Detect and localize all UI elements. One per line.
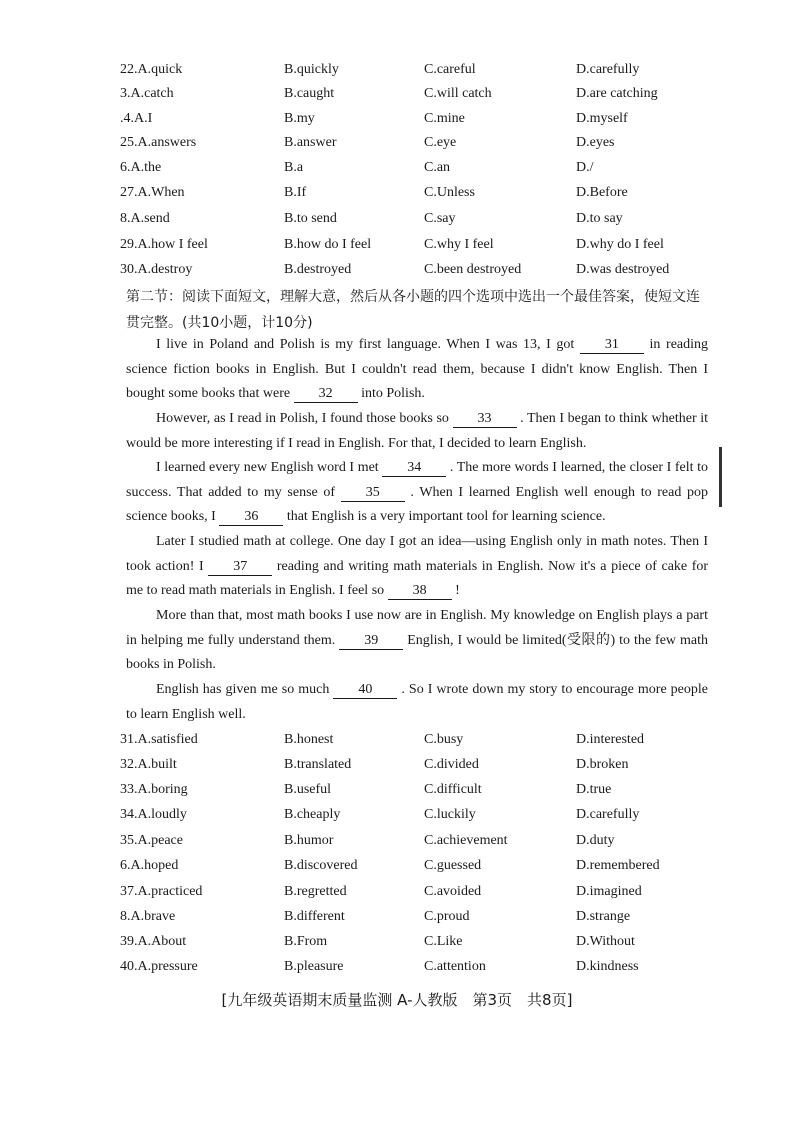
- passage-text: . So I wrote down my story to encourage more people to learn English well.: [126, 682, 708, 722]
- option-d: D.Before: [576, 185, 628, 200]
- option-b: B.answer: [284, 135, 337, 150]
- answer-blank: 34: [382, 460, 446, 477]
- option-d: D.myself: [576, 111, 628, 126]
- answer-blank: 35: [341, 485, 405, 502]
- answer-blank: 37: [208, 559, 272, 576]
- option-d: D.duty: [576, 833, 615, 848]
- option-row: [0, 854, 794, 878]
- answer-blank: 33: [453, 411, 517, 428]
- option-a: 3.A.catch: [120, 86, 174, 101]
- option-a: 34.A.loudly: [120, 807, 187, 822]
- option-d: D.why do I feel: [576, 237, 664, 252]
- option-row: [0, 82, 794, 106]
- passage-paragraph: [126, 407, 708, 456]
- option-d: D.to say: [576, 211, 623, 226]
- option-row: [0, 778, 794, 802]
- answer-blank: 39: [339, 633, 403, 650]
- option-a: 29.A.how I feel: [120, 237, 208, 252]
- option-c: C.why I feel: [424, 237, 494, 252]
- option-row: [0, 233, 794, 257]
- option-b: B.discovered: [284, 858, 358, 873]
- option-b: B.translated: [284, 757, 352, 772]
- option-b: B.to send: [284, 211, 337, 226]
- option-b: B.pleasure: [284, 959, 344, 974]
- passage-text: . The more words I learned, the closer I felt to success. That added to my sense of: [126, 460, 709, 500]
- option-row: [0, 207, 794, 231]
- option-row: [0, 181, 794, 205]
- option-a: 32.A.built: [120, 757, 177, 772]
- passage-text: reading and writing math materials in English. Now it's a piece of cake for me to read math materials in English. I feel so: [126, 558, 709, 598]
- passage-text: . Then I began to think whether it would be more interesting if I read in English. For that, I decided to learn English.: [126, 411, 709, 451]
- option-b: B.cheaply: [284, 807, 341, 822]
- option-a: 30.A.destroy: [120, 262, 193, 277]
- option-row: [0, 107, 794, 131]
- option-b: B.how do I feel: [284, 237, 372, 252]
- option-a: 6.A.the: [120, 160, 162, 175]
- passage-text: !: [455, 583, 460, 598]
- option-a: 39.A.About: [120, 934, 187, 949]
- passage-text: that English is a very important tool for learning science.: [286, 509, 606, 524]
- option-d: D.remembered: [576, 858, 660, 873]
- option-c: C.say: [424, 211, 456, 226]
- answer-blank: 32: [294, 386, 358, 403]
- option-d: D.carefully: [576, 62, 640, 77]
- option-row: [0, 258, 794, 282]
- option-c: C.been destroyed: [424, 262, 522, 277]
- passage-text: I learned every new English word I met: [156, 460, 379, 475]
- option-a: 8.A.brave: [120, 909, 176, 924]
- option-a: 31.A.satisfied: [120, 732, 198, 747]
- option-c: C.an: [424, 160, 451, 175]
- passage-text: English, I would be limited(受限的) to the few math books in Polish.: [126, 632, 709, 672]
- answer-blank: 40: [333, 682, 397, 699]
- option-c: C.guessed: [424, 858, 482, 873]
- option-c: C.busy: [424, 732, 464, 747]
- answer-blank: 36: [219, 509, 283, 526]
- option-a: 33.A.boring: [120, 782, 188, 797]
- option-row: [0, 955, 794, 979]
- option-b: B.a: [284, 160, 304, 175]
- passage-paragraph: [126, 678, 708, 727]
- option-c: C.will catch: [424, 86, 492, 101]
- option-row: [0, 829, 794, 853]
- option-c: C.Like: [424, 934, 463, 949]
- option-b: B.If: [284, 185, 307, 200]
- option-d: D.interested: [576, 732, 645, 747]
- passage-text: . When I learned English well enough to read pop science books, I: [126, 484, 709, 524]
- passage-text: I live in Poland and Polish is my first language. When I was 13, I got: [156, 337, 575, 352]
- passage-paragraph: [126, 456, 708, 530]
- passage-paragraph: [126, 333, 708, 407]
- option-row: [0, 905, 794, 929]
- option-c: C.achievement: [424, 833, 508, 848]
- option-c: C.eye: [424, 135, 457, 150]
- option-b: B.my: [284, 111, 315, 126]
- option-b: B.honest: [284, 732, 334, 747]
- option-d: D.true: [576, 782, 612, 797]
- scan-margin-mark: [719, 447, 722, 507]
- option-row: [0, 930, 794, 954]
- passage-text: into Polish.: [361, 386, 425, 401]
- option-a: .4.A.I: [120, 111, 153, 126]
- option-b: B.destroyed: [284, 262, 352, 277]
- option-a: 27.A.When: [120, 185, 185, 200]
- option-d: D.broken: [576, 757, 629, 772]
- option-row: [0, 156, 794, 180]
- page-footer: [九年级英语期末质量监测 A-人教版 第3页 共8页]: [221, 991, 573, 1009]
- option-c: C.avoided: [424, 884, 482, 899]
- option-a: 40.A.pressure: [120, 959, 198, 974]
- option-c: C.mine: [424, 111, 465, 126]
- passage-text: However, as I read in Polish, I found those books so: [156, 411, 449, 426]
- option-row: [0, 728, 794, 752]
- option-row: [0, 880, 794, 904]
- option-d: D.eyes: [576, 135, 615, 150]
- option-c: C.divided: [424, 757, 479, 772]
- passage-paragraph: [126, 530, 708, 604]
- option-a: 35.A.peace: [120, 833, 183, 848]
- option-d: D.carefully: [576, 807, 640, 822]
- option-c: C.careful: [424, 62, 476, 77]
- option-d: D.strange: [576, 909, 631, 924]
- option-c: C.difficult: [424, 782, 482, 797]
- option-row: [0, 58, 794, 82]
- option-d: D.Without: [576, 934, 635, 949]
- option-b: B.different: [284, 909, 345, 924]
- option-d: D.was destroyed: [576, 262, 670, 277]
- option-a: 37.A.practiced: [120, 884, 203, 899]
- option-b: B.quickly: [284, 62, 339, 77]
- option-a: 8.A.send: [120, 211, 170, 226]
- passage-paragraph: [126, 604, 708, 678]
- passage-text: Later I studied math at college. One day I got an idea—using English only in math notes. Then I took action! I: [126, 534, 708, 574]
- option-b: B.From: [284, 934, 328, 949]
- option-b: B.useful: [284, 782, 332, 797]
- option-a: 22.A.quick: [120, 62, 183, 77]
- option-a: 6.A.hoped: [120, 858, 179, 873]
- option-d: D.imagined: [576, 884, 642, 899]
- passage-text: English has given me so much: [156, 682, 330, 697]
- section-instruction: 第二节：阅读下面短文，理解大意，然后从各小题的四个选项中选出一个最佳答案，使短文连贯完整。(共10小题，计10分): [126, 289, 700, 331]
- answer-blank: 31: [580, 337, 644, 354]
- passage-text: in reading science fiction books in English. But I couldn't read them, because I didn't know English. Then I bought some books that were: [126, 337, 709, 401]
- option-b: B.humor: [284, 833, 334, 848]
- option-a: 25.A.answers: [120, 135, 197, 150]
- answer-blank: 38: [388, 583, 452, 600]
- option-row: [0, 131, 794, 155]
- option-b: B.regretted: [284, 884, 347, 899]
- option-d: D.kindness: [576, 959, 639, 974]
- option-b: B.caught: [284, 86, 335, 101]
- option-d: D.are catching: [576, 86, 658, 101]
- option-row: [0, 803, 794, 827]
- option-c: C.attention: [424, 959, 486, 974]
- option-c: C.proud: [424, 909, 470, 924]
- option-row: [0, 753, 794, 777]
- option-c: C.luckily: [424, 807, 476, 822]
- option-c: C.Unless: [424, 185, 475, 200]
- option-d: D./: [576, 160, 594, 175]
- passage-text: More than that, most math books I use now are in English. My knowledge on English plays a part in helping me fully understand them.: [126, 608, 708, 648]
